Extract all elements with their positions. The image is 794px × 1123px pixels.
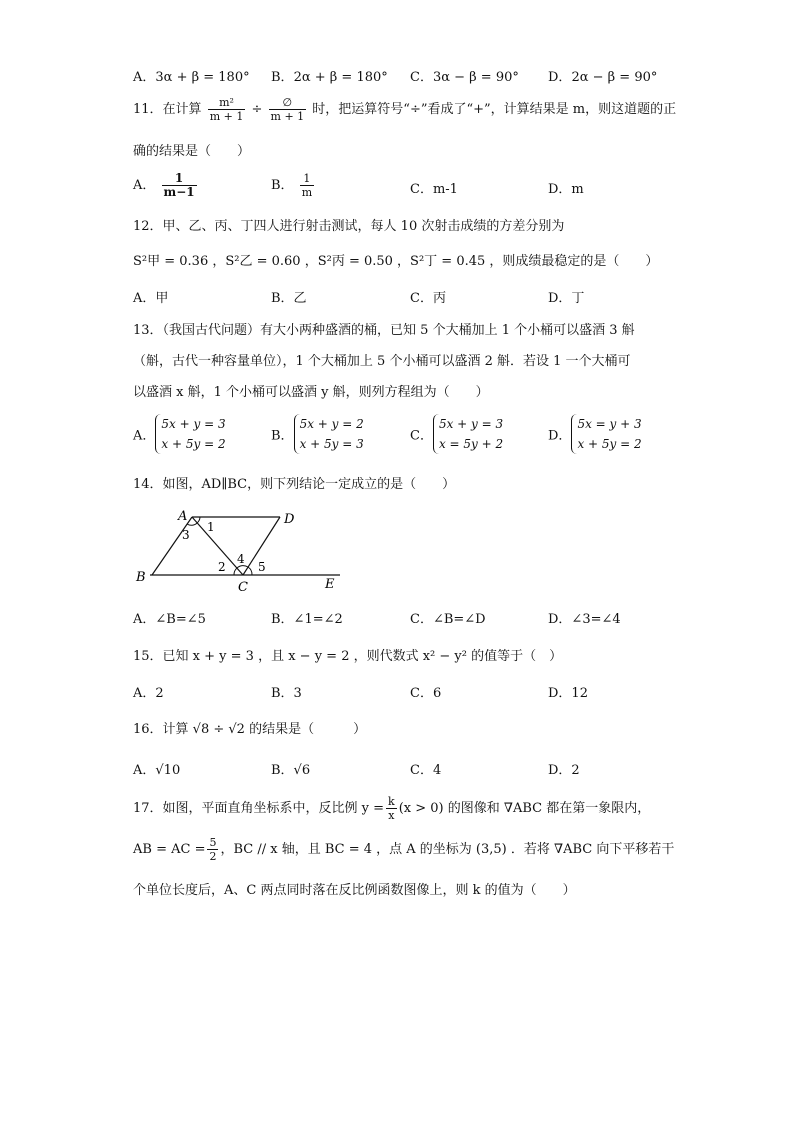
- label-point-d: D: [284, 512, 295, 527]
- q14-option-a: A．∠B=∠5: [133, 612, 206, 627]
- q10-option-b: B．2α + β = 180°: [271, 70, 388, 85]
- angle-arc-2: [234, 568, 237, 575]
- label-angle-2: 2: [218, 560, 226, 574]
- q16-option-d: D．2: [548, 763, 580, 778]
- q11-option-d: D．m: [548, 182, 584, 197]
- q14-option-c: C．∠B=∠D: [410, 612, 486, 627]
- q14-option-d: D．∠3=∠4: [548, 612, 621, 627]
- q11-stem-line1: 11．在计算 $\frac{\text{m²}}{m + 1}$ ÷ $\frac{\emptyset}{m + 1}$ 时，把运算符号“÷”看成了“+”，计算结果是 m，则这道题的正: [133, 96, 677, 123]
- q15-option-b: B．3: [271, 686, 302, 701]
- label-angle-1: 1: [207, 520, 215, 534]
- q16-option-a: A．√10: [133, 763, 181, 778]
- label-point-c: C: [238, 580, 248, 595]
- q11-option-b: B． $\frac{1}{m}$: [271, 172, 313, 199]
- q13-stem-line2: （斛，古代一种容量单位），1 个大桶加上 5 个小桶可以盛酒 2 斛．若设 1 一个大桶可: [133, 354, 631, 369]
- q12-option-d: D．丁: [548, 291, 585, 306]
- q13-option-a: A．5x + y = 3 x + 5y = 2: [133, 414, 226, 454]
- q15-stem: 15．已知 x + y = 3 ，且 x − y = 2 ，则代数式 x² − y² 的值等于（ ）: [133, 649, 563, 664]
- q10-option-d: D．2α − β = 90°: [548, 70, 658, 85]
- q12-option-b: B．乙: [271, 291, 307, 306]
- q12-stem-line1: 12．甲、乙、丙、丁四人进行射击测试，每人 10 次射击成绩的方差分别为: [133, 219, 565, 234]
- label-angle-5: 5: [258, 560, 266, 574]
- q12-option-c: C．丙: [410, 291, 446, 306]
- q16-option-c: C．4: [410, 763, 442, 778]
- angle-arc-5: [248, 567, 252, 575]
- q15-option-a: A．2: [133, 686, 164, 701]
- angle-arc-1: [197, 517, 200, 523]
- segment-a-b: [152, 517, 192, 575]
- angle-arc-3: [187, 523, 197, 525]
- q13-stem-line1: 13．（我国古代问题）有大小两种盛酒的桶，已知 5 个大桶加上 1 个小桶可以盛酒 3 斛: [133, 323, 635, 338]
- q10-option-a: A．3α + β = 180°: [133, 70, 250, 85]
- q17-stem-line2: AB = AC = $\frac{5}{2}$ ，BC // x 轴，且 BC = 4 ，点 A 的坐标为 (3,5) ．若将 ∇ABC 向下平移若干: [133, 836, 675, 863]
- q11-fraction-2: $\frac{\emptyset}{m + 1}$: [270, 96, 305, 123]
- q12-option-a: A．甲: [133, 291, 169, 306]
- q16-option-b: B．√6: [271, 763, 311, 778]
- q17-stem-line1: 17．如图，平面直角坐标系中，反比例 y = $\frac{k}{x}$ (x > 0) 的图像和 ∇ABC 都在第一象限内，: [133, 795, 651, 822]
- label-point-a: A: [178, 509, 188, 524]
- label-point-e: E: [325, 577, 335, 592]
- q12-stem-line2: S²甲 = 0.36 ，S²乙 = 0.60 ，S²丙 = 0.50 ，S²丁 = 0.45 ，则成绩最稳定的是（ ）: [133, 254, 659, 269]
- q11-option-c: C．m-1: [410, 182, 458, 197]
- q11-option-a: A． $\frac{1}{m-1}$: [133, 171, 195, 199]
- q11-fraction-1: $\frac{\text{m²}}{m + 1}$: [209, 96, 244, 123]
- q10-option-c: C．3α − β = 90°: [410, 70, 519, 85]
- q13-option-b: B．5x + y = 2 x + 5y = 3: [271, 414, 364, 454]
- q14-stem: 14．如图，AD∥BC，则下列结论一定成立的是（ ）: [133, 477, 456, 492]
- q13-option-c: C．5x + y = 3 x = 5y + 2: [410, 414, 503, 454]
- label-point-b: B: [136, 570, 146, 585]
- q14-geometry-figure: [130, 505, 350, 595]
- label-angle-4: 4: [237, 552, 245, 566]
- q13-option-d: D．5x = y + 3 x + 5y = 2: [548, 414, 642, 454]
- q16-stem: 16．计算 √8 ÷ √2 的结果是（ ）: [133, 722, 367, 737]
- q14-option-b: B．∠1=∠2: [271, 612, 343, 627]
- label-angle-3: 3: [182, 528, 190, 542]
- q15-option-c: C．6: [410, 686, 442, 701]
- q17-stem-line3: 个单位长度后，A、C 两点同时落在反比例函数图像上，则 k 的值为（ ）: [133, 883, 576, 898]
- q13-stem-line3: 以盛酒 x 斛，1 个小桶可以盛酒 y 斛，则列方程组为（ ）: [133, 385, 489, 400]
- q15-option-d: D．12: [548, 686, 588, 701]
- q11-stem-line2: 确的结果是（ ）: [133, 144, 251, 159]
